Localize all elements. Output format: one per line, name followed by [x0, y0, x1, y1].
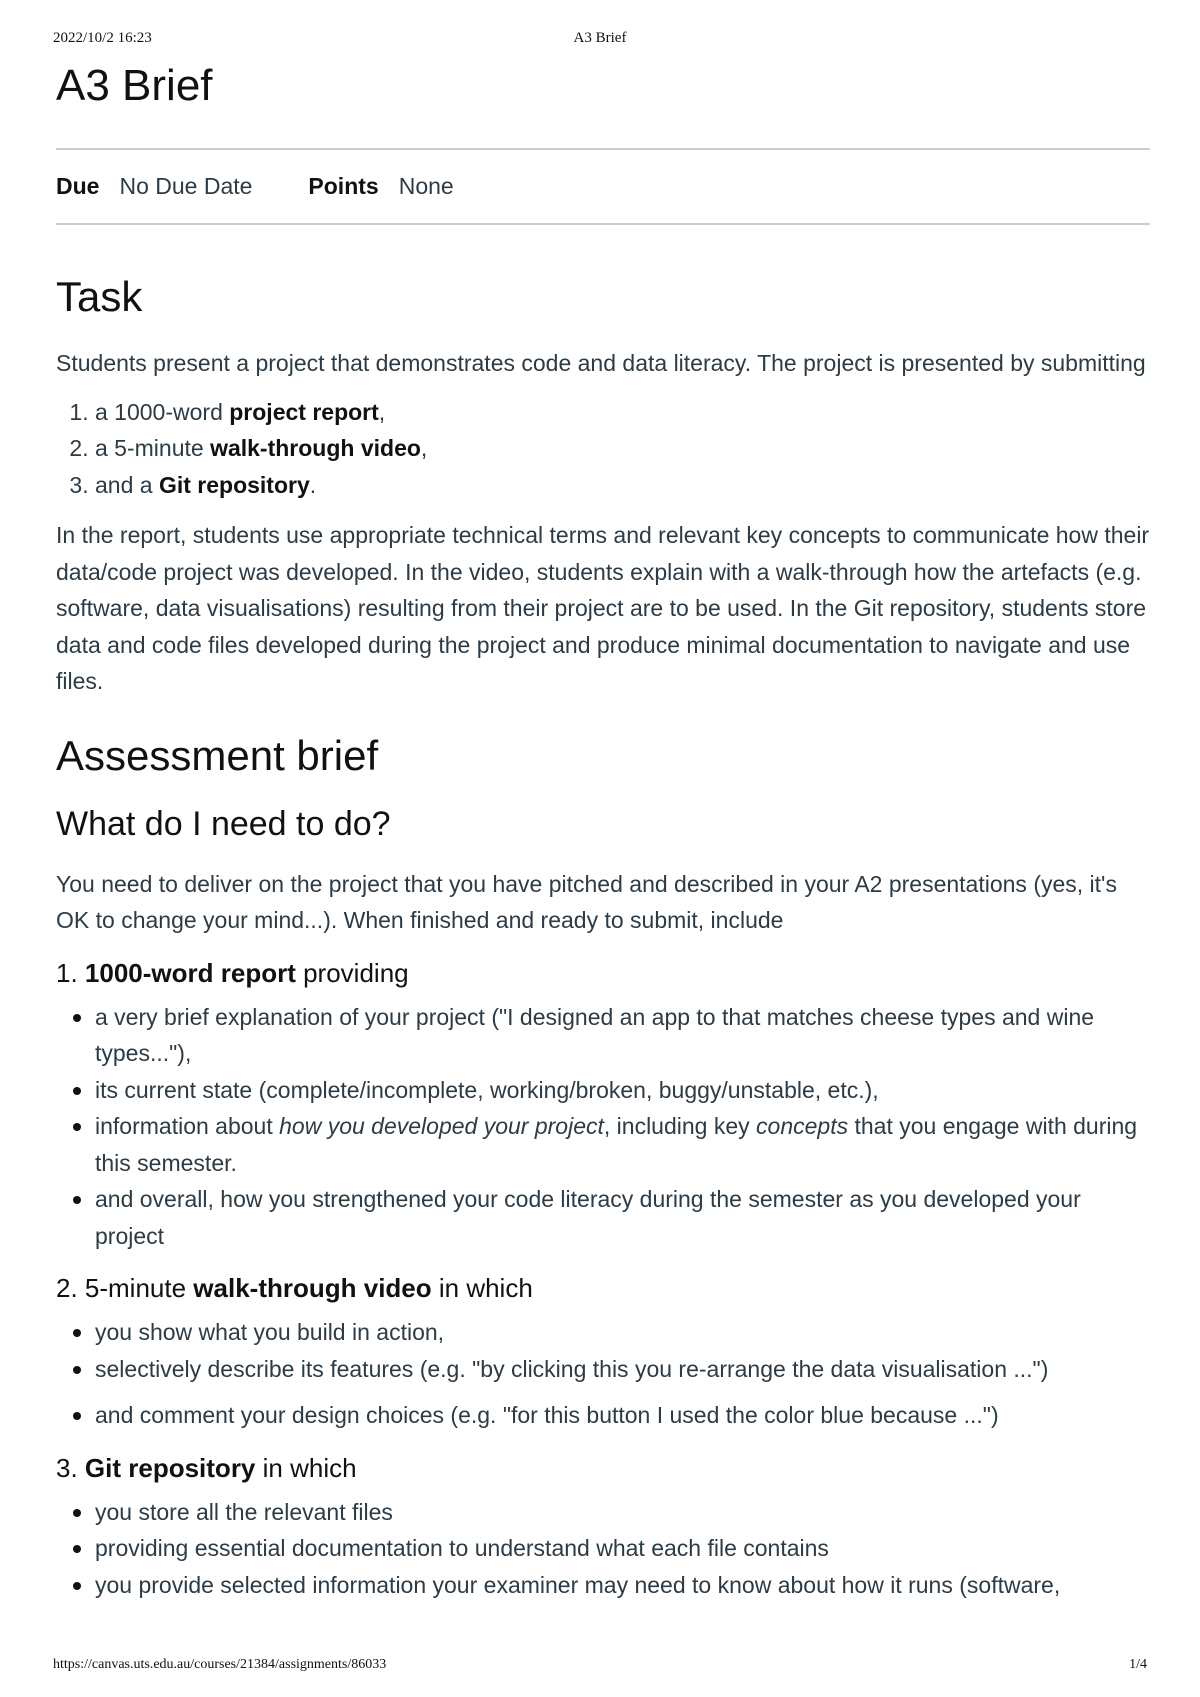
print-title: A3 Brief — [573, 30, 627, 46]
list-item: you provide selected information your examiner may need to know about how it runs (software, — [95, 1567, 1150, 1604]
print-url: https://canvas.uts.edu.au/courses/21384/assignments/86033 — [53, 1657, 387, 1672]
list-item: information about how you developed your project, including key concepts that you engage with during this semester. — [95, 1108, 1150, 1181]
due-value: No Due Date — [119, 173, 253, 199]
list-item: you show what you build in action, — [95, 1314, 1150, 1351]
list-item: 1. a 1000-word project report, — [95, 394, 1150, 431]
due-label: Due — [56, 173, 100, 199]
list-item: 3. and a Git repository. — [95, 467, 1150, 504]
task-heading: Task — [56, 273, 143, 320]
task-description: In the report, students use appropriate technical terms and relevant key concepts to communicate how their data/code project was developed. In the video, students explain with a walk-through how the artefacts (e.g. software, data visualisations) resulting from their project are to be used. In the Git repository, students store data and code files developed during the project and produce minimal documentation to navigate and use files. — [56, 522, 1150, 694]
list-item: a very brief explanation of your project ("I designed an app to that matches cheese types and wine types..."), — [95, 999, 1150, 1072]
brief-heading: Assessment brief — [56, 731, 379, 779]
assignment-content — [56, 58, 1150, 1603]
due-info — [56, 173, 252, 200]
points-label: Points — [308, 173, 379, 199]
report-section-heading: 1. 1000-word report providing — [56, 957, 409, 988]
points-value: None — [398, 173, 454, 199]
list-item: you store all the relevant files — [95, 1494, 1150, 1531]
points-info — [308, 173, 453, 200]
list-item: and comment your design choices (e.g. "for this button I used the color blue because ...") — [95, 1397, 1150, 1434]
list-item: providing essential documentation to understand what each file contains — [95, 1530, 1150, 1567]
need-heading: What do I need to do? — [56, 804, 391, 843]
git-section-heading: 3. Git repository in which — [56, 1452, 357, 1483]
assignment-details — [56, 148, 1150, 225]
print-date: 2022/10/2 16:23 — [53, 30, 152, 46]
list-item: selectively describe its features (e.g. "by clicking this you re-arrange the data visualisation ...") — [95, 1351, 1150, 1388]
print-header — [53, 30, 1147, 50]
list-item: 2. a 5-minute walk-through video, — [95, 430, 1150, 467]
video-requirements — [56, 1314, 1150, 1434]
git-requirements — [56, 1494, 1150, 1604]
video-section-heading: 2. 5-minute walk-through video in which — [56, 1273, 533, 1303]
task-intro: Students present a project that demonstrates code and data literacy. The project is presented by submitting — [56, 350, 1146, 376]
report-requirements — [56, 999, 1150, 1255]
list-item: and overall, how you strengthened your code literacy during the semester as you developed your project — [95, 1181, 1150, 1254]
list-item: its current state (complete/incomplete, working/broken, buggy/unstable, etc.), — [95, 1072, 1150, 1109]
brief-intro: You need to deliver on the project that you have pitched and described in your A2 presentations (yes, it's OK to change your mind...). When finished and ready to submit, include — [56, 870, 1117, 933]
page-title: A3 Brief — [56, 61, 213, 110]
deliverables-list — [56, 394, 1150, 504]
print-footer — [53, 1657, 1147, 1677]
page-number: 1/4 — [1129, 1657, 1147, 1672]
